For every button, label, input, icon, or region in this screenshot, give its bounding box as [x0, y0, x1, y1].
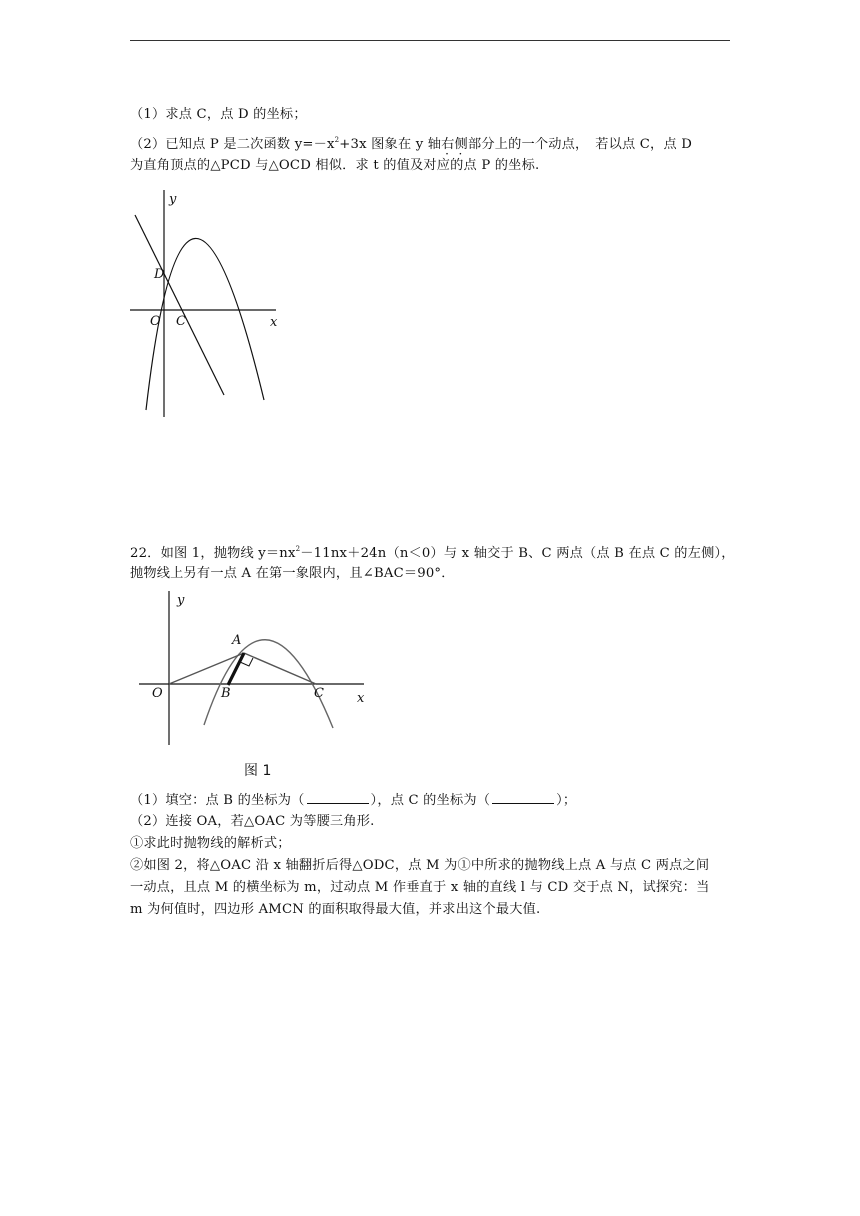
point-d-label: D — [154, 267, 165, 282]
emphasis-char-2: 侧 — [454, 137, 468, 152]
exponent: 2 — [295, 545, 301, 553]
problem-22-sub2-line3: m 为何值时，四边形 AMCN 的面积取得最大值，并求出这个最大值. — [130, 902, 541, 917]
origin-label: O — [150, 314, 161, 329]
problem-22-line-1-b: －11nx＋24n（n＜0）与 x 轴交于 B、C 两点（点 B 在点 C 的左侧）， — [300, 546, 735, 561]
point-c-label: C — [176, 314, 186, 329]
problem-22-line-2: 抛物线上另有一点 A 在第一象限内，且∠BAC＝90°． — [130, 566, 455, 581]
y-axis-label: y — [177, 593, 185, 608]
problem-22-q1 — [130, 791, 576, 810]
question-2-part-b: +3x 图象在 y 轴 — [339, 137, 442, 152]
figure-a — [128, 185, 298, 425]
exponent: 2 — [334, 136, 340, 144]
x-axis-label: x — [270, 315, 278, 330]
point-c-label: C — [314, 686, 324, 701]
problem-22-sub2-line1: ②如图 2，将△OAC 沿 x 轴翻折后得△ODC，点 M 为①中所求的抛物线上点 A 与点 C 两点之间 — [130, 858, 710, 873]
point-a-label: A — [232, 633, 242, 648]
question-2-part-c: 部分上的一个动点， 若以点 C，点 D — [467, 137, 692, 152]
figure-b — [136, 588, 376, 753]
problem-22-sub2-line2: 一动点，且点 M 的横坐标为 m，过动点 M 作垂直于 x 轴的直线 l 与 CD 交于点 N，试探究：当 — [130, 880, 710, 895]
question-2-part-a: （2）已知点 P 是二次函数 y=－x — [130, 137, 335, 152]
segment-oa — [169, 653, 244, 684]
question-2-text — [130, 131, 692, 154]
q1-text-c: ）； — [556, 793, 577, 808]
q1-text-b: ），点 C 的坐标为（ — [370, 793, 491, 808]
question-2-text-line2: 为直角顶点的△PCD 与△OCD 相似．求 t 的值及对应的点 P 的坐标. — [130, 158, 540, 173]
header-rule — [130, 40, 730, 41]
segment-ac — [244, 653, 316, 684]
figure-caption: 图 1 — [244, 763, 272, 779]
answer-blank-c[interactable] — [492, 791, 554, 804]
problem-22-line-1-a: 22．如图 1，抛物线 y＝nx — [130, 546, 296, 561]
q1-text-a: （1）填空：点 B 的坐标为（ — [130, 793, 305, 808]
problem-22-line-1 — [130, 540, 735, 563]
point-b-label: B — [221, 686, 231, 701]
answer-blank-b[interactable] — [307, 791, 369, 804]
y-axis-label: y — [169, 192, 177, 207]
origin-label: O — [152, 686, 163, 701]
question-1-text: （1）求点 C，点 D 的坐标； — [130, 107, 307, 122]
x-axis-label: x — [357, 691, 365, 706]
problem-22-q2: （2）连接 OA，若△OAC 为等腰三角形. — [130, 814, 375, 829]
emphasis-char-1: 右 — [441, 137, 455, 152]
problem-22-sub1: ①求此时抛物线的解析式； — [130, 836, 291, 851]
line-cd — [135, 215, 224, 395]
